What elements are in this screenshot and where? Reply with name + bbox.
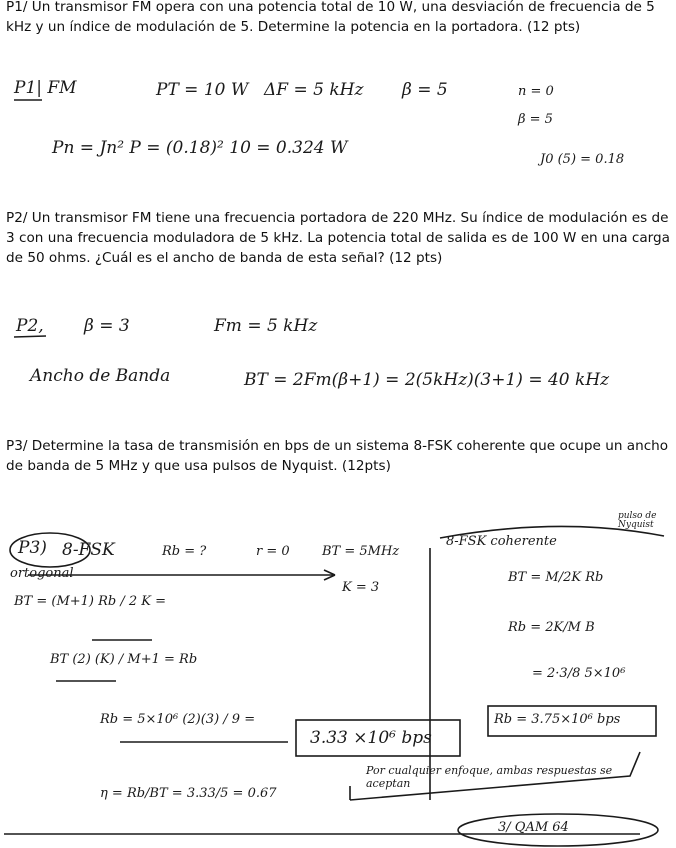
p3-k: K = 3 — [342, 580, 380, 595]
p3-left-equation-3: Rb = 5×10⁶ (2)(3) / 9 = — [100, 712, 256, 727]
p3-right-equation-3: = 2·3/8 5×10⁶ — [532, 666, 626, 681]
p2-modulating-frequency: Fm = 5 kHz — [214, 316, 318, 336]
p1-beta: β = 5 — [402, 80, 448, 100]
p3-r-zero: r = 0 — [256, 544, 290, 559]
p3-right-nyquist-note: pulso de Nyquist — [618, 511, 657, 530]
p2-bandwidth-equation: BT = 2Fm(β+1) = 2(5kHz)(3+1) = 40 kHz — [244, 370, 610, 390]
p3-efficiency: η = Rb/BT = 3.33/5 = 0.67 — [100, 786, 277, 801]
p2-beta: β = 3 — [84, 316, 130, 336]
p1-n-zero: n = 0 — [518, 84, 554, 99]
p1-bessel-value: J0 (5) = 0.18 — [540, 152, 625, 167]
p3-right-result: Rb = 3.75×10⁶ bps — [494, 712, 621, 727]
problem-2-statement: P2/ Un transmisor FM tiene una frecuencia portadora de 220 MHz. Su índice de modulación es de 3 con una frecuencia moduladora de 5 kHz. La potencia total de salida es de 100 W en una carga de 50 ohms. ¿Cuál es el ancho de banda de esta señal? (12 pts) — [6, 210, 670, 266]
p3-left-equation-2: BT (2) (K) / M+1 = Rb — [50, 652, 198, 667]
p1-beta-repeat: β = 5 — [518, 112, 553, 127]
p1-total-power: PT = 10 W — [156, 80, 249, 100]
p3-ortogonal: ortogonal — [10, 566, 74, 581]
p2-bandwidth-label: Ancho de Banda — [30, 366, 171, 386]
p3-bandwidth: BT = 5MHz — [322, 544, 400, 559]
problem-1-statement: P1/ Un transmisor FM opera con una potencia total de 10 W, una desviación de frecuencia de 5 kHz y un índice de modulación de 5. Determine la potencia en la portadora. (12 pts) — [6, 0, 655, 35]
p3-right-title: 8-FSK coherente — [446, 534, 557, 549]
p3-comment: Por cualquier enfoque, ambas respuestas se aceptan — [366, 764, 613, 790]
p1-deviation: ΔF = 5 kHz — [264, 80, 364, 100]
p3-right-equation-1: BT = M/2K Rb — [508, 570, 604, 585]
problem-3-statement: P3/ Determine la tasa de transmisión en bps de un sistema 8-FSK coherente que ocupe un ancho de banda de 5 MHz y que usa pulsos de Nyquist. (12pts) — [6, 438, 669, 474]
p3-label: P3) — [18, 538, 47, 558]
p2-underline — [14, 336, 46, 337]
p3-left-equation-1: BT = (M+1) Rb / 2 K = — [14, 594, 167, 609]
p1-label: P1| FM — [14, 78, 77, 98]
p3-bottom-note: 3/ QAM 64 — [498, 820, 569, 835]
p3-rb-unknown: Rb = ? — [162, 544, 207, 559]
p1-carrier-power-equation: Pn = Jn² P = (0.18)² 10 = 0.324 W — [52, 138, 348, 158]
p3-left-result: 3.33 ×10⁶ bps — [310, 728, 432, 748]
p2-label: P2, — [16, 316, 44, 336]
p3-fsk: 8-FSK — [62, 540, 115, 560]
p3-right-equation-2: Rb = 2K/M B — [508, 620, 595, 635]
